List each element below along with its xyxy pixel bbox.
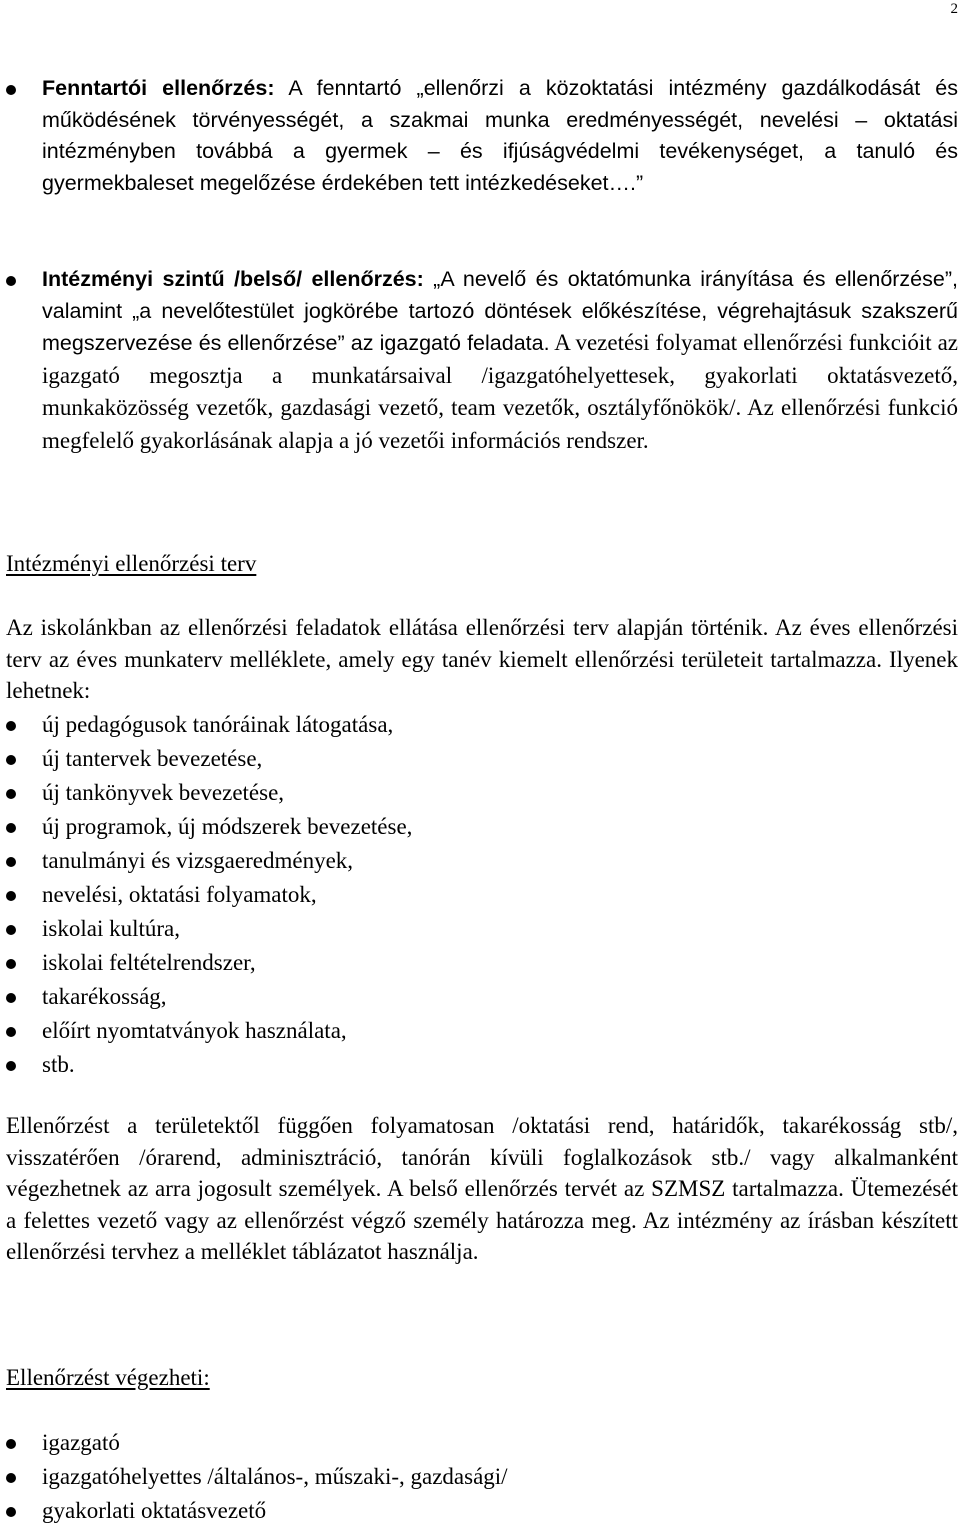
- list-item: új tankönyvek bevezetése,: [0, 776, 958, 810]
- list-item: stb.: [0, 1048, 958, 1082]
- bullet-dot: [6, 891, 16, 901]
- bullet-dot: [6, 857, 16, 867]
- bullet-body: „A nevelő és oktatómunka irányítása és ellenőrzése”, valamint „a nevelőtestület jogkörébe tartozó döntések előkészítése, végrehajtásuk szakszerű megszervezése és ellenőrzése” az igazgató feladata.: [42, 267, 958, 355]
- list-item: gyakorlati oktatásvezető: [0, 1494, 958, 1528]
- list-item: iskolai feltételrendszer,: [0, 946, 958, 980]
- section-heading-ellenorzest-vegezheti: Ellenőrzést végezheti:: [6, 1365, 210, 1390]
- bullet-dot: [6, 993, 16, 1003]
- bullet-body: A fenntartó „ellenőrzi a közoktatási intézmény gazdálkodását és működésének törvényességét, a szakmai munka eredményességét, nevelési – oktatási intézményben továbbá a gyermek – és ifjúságvédelmi tevékenységet, a tanuló és gyermekbaleset megelőzése érdekében tett intézkedéseket….”: [42, 76, 958, 195]
- bullet-dot: [6, 276, 16, 286]
- control-areas-list: [0, 708, 958, 1082]
- inspectors-list: [0, 1426, 958, 1528]
- bullet-dot: [6, 1027, 16, 1037]
- section-heading-ellenorzesi-terv: Intézményi ellenőrzési terv: [6, 551, 257, 576]
- bullet-dot: [6, 85, 16, 95]
- bullet-dot: [6, 959, 16, 969]
- list-item: előírt nyomtatványok használata,: [0, 1014, 958, 1048]
- list-item: új pedagógusok tanóráinak látogatása,: [0, 708, 958, 742]
- list-item: új programok, új módszerek bevezetése,: [0, 810, 958, 844]
- bullet-dot: [6, 1061, 16, 1071]
- bullet-text: [42, 264, 958, 457]
- bullet-dot: [6, 755, 16, 765]
- bullet-dot: [6, 1473, 16, 1483]
- bullet-dot: [6, 925, 16, 935]
- bullet-dot: [6, 823, 16, 833]
- bullet-lead: Intézményi szintű /belső/ ellenőrzés:: [42, 267, 424, 291]
- paragraph-closing: Ellenőrzést a területektől függően folyamatosan /oktatási rend, határidők, takarékosság stb/, visszatérően /órarend, adminisztráció, tanórán kívüli foglalkozások stb./ vagy alkalmanként végezhetnek az arra jogosult személyek. A belső ellenőrzés tervét az SZMSZ tartalmazza. Ütemezését a felettes vezető vagy az ellenőrzést végző személy határozza meg. Az intézmény az írásban készített ellenőrzési tervhez a melléklet táblázatot használja.: [6, 1113, 958, 1264]
- paragraph-intro: Az iskolánkban az ellenőrzési feladatok ellátása ellenőrzési terv alapján történik. Az éves ellenőrzési terv az éves munkaterv melléklete, amely egy tanév kiemelt ellenőrzési területeit tartalmazza. Ilyenek lehetnek:: [6, 615, 958, 703]
- list-item: igazgatóhelyettes /általános-, műszaki-, gazdasági/: [0, 1460, 958, 1494]
- list-item: takarékosság,: [0, 980, 958, 1014]
- bullet-body-serif: A vezetési folyamat ellenőrzési funkcióit az igazgató megosztja a munkatársaival /igazgatóhelyettesek, gyakorlati oktatásvezető, munkaközösség vezetők, gazdasági vezető, team vezetők, osztályfőnökök/. Az ellenőrzési funkció megfelelő gyakorlásának alapja a jó vezetői információs rendszer.: [42, 330, 959, 453]
- bullet-dot: [6, 721, 16, 731]
- list-item: tanulmányi és vizsgaeredmények,: [0, 844, 958, 878]
- list-item: nevelési, oktatási folyamatok,: [0, 878, 958, 912]
- page-number: 2: [950, 1, 958, 17]
- list-item: igazgató: [0, 1426, 958, 1460]
- bullet-dot: [6, 1507, 16, 1517]
- list-item: iskolai kultúra,: [0, 912, 958, 946]
- list-item: új tantervek bevezetése,: [0, 742, 958, 776]
- bullet-dot: [6, 789, 16, 799]
- bullet-text: [42, 73, 958, 199]
- bullet-dot: [6, 1439, 16, 1449]
- bullet-lead: Fenntartói ellenőrzés:: [42, 76, 275, 100]
